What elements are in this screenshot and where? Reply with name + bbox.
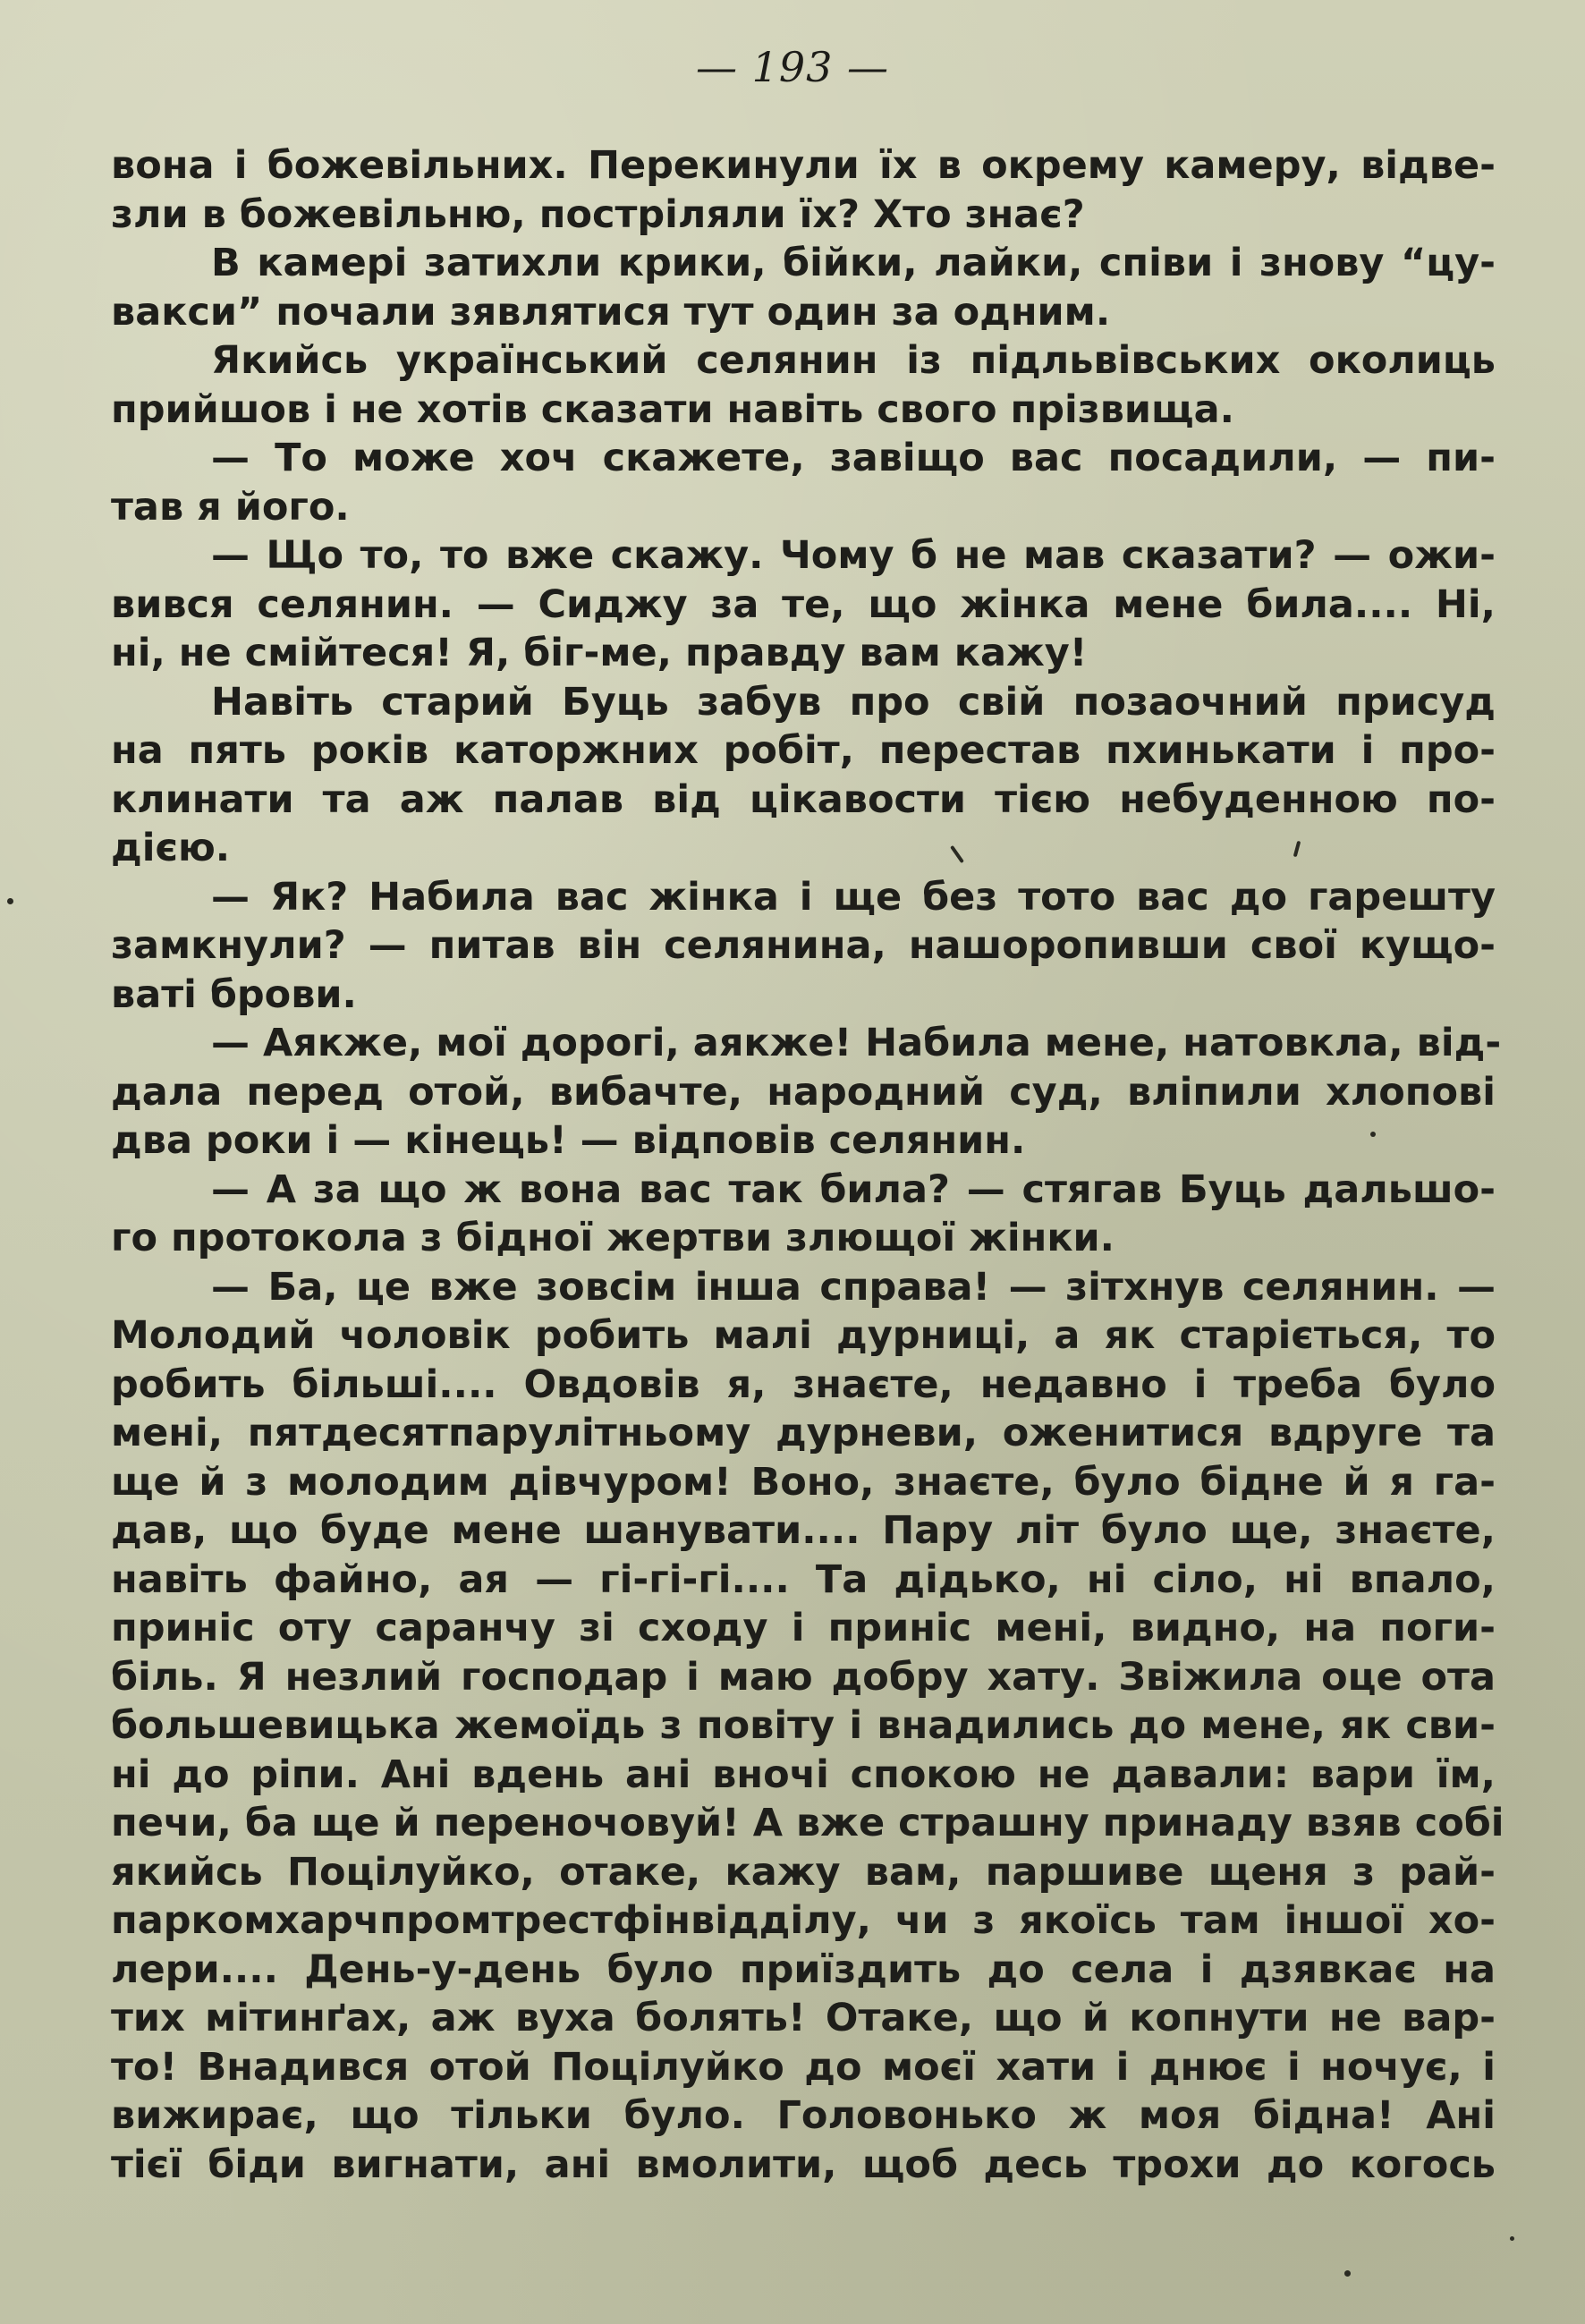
text-line: — Аякже, мої дорогі, аякже! Набила мене, натовкла, від- — [211, 1021, 1502, 1065]
text-line: лери.... День-у-день було приїздить до села і дзявкає на — [111, 1947, 1496, 1992]
text-line: Молодий чоловік робить малі дурниці, а як старіється, то — [111, 1313, 1496, 1358]
text-line: то! Внадився отой Поцілуйко до моєї хати і днює і ночує, і — [111, 2044, 1496, 2090]
page-text — [111, 141, 1504, 2189]
text-line: тих мітинґах, аж вуха болять! Отаке, що й копнути не вар- — [111, 1996, 1496, 2040]
text-line: зли в божевільню, постріляли їх? Хто знає? — [111, 191, 1085, 237]
paper-speck — [7, 898, 13, 904]
text-line: дала перед отой, вибачте, народний суд, вліпили хлопові — [111, 1069, 1496, 1115]
text-line: — Як? Набила вас жінка і ще без тото вас до гарешту — [211, 874, 1496, 920]
text-line: вакси” почали зявлятися тут один за одним. — [111, 289, 1111, 335]
text-line: вився селянин. — Сиджу за те, що жінка мене била.... Ні, — [111, 581, 1496, 627]
text-line: замкнули? — питав він селянина, нашоропивши свої кущо- — [111, 923, 1496, 968]
text-line: — А за що ж вона вас так била? — стягав Буць дальшо- — [211, 1166, 1496, 1212]
text-line: приніс оту саранчу зі сходу і приніс мені, видно, на поги- — [111, 1606, 1496, 1650]
text-line: — Що то, то вже скажу. Чому б не мав сказати? — ожи- — [211, 533, 1496, 578]
page-number: — 193 — — [695, 43, 890, 91]
text-line: большевицька жемоїдь з повіту і внадились до мене, як сви- — [111, 1703, 1496, 1748]
text-line: мені, пятдесятпарулітньому дурневи, оженитися вдруге та — [111, 1411, 1496, 1455]
text-line: на пять років каторжних робіт, перестав пхинькати і про- — [111, 728, 1496, 773]
text-line: прийшов і не хотів сказати навіть свого прізвища. — [111, 386, 1234, 432]
text-line: Якийсь український селянин із підльвівських околиць — [211, 338, 1496, 383]
text-line: тієї біди вигнати, ані вмолити, щоб десь трохи до когось — [111, 2142, 1496, 2187]
text-line: вижирає, що тільки було. Головонько ж моя бідна! Ані — [111, 2093, 1496, 2138]
text-line: навіть файно, ая — гі-гі-гі.... Та дідько, ні сіло, ні впало, — [111, 1556, 1496, 1602]
text-line: два роки і — кінець! — відповів селянин. — [111, 1118, 1026, 1163]
text-line: клинати та аж палав від цікавости тією небуденною по- — [111, 776, 1496, 822]
text-line: дією. — [111, 826, 231, 870]
text-line: — Ба, це вже зовсім інша справа! — зітхнув селянин. — — [211, 1264, 1496, 1310]
text-line: ваті брови. — [111, 971, 357, 1017]
text-line: паркомхарчпромтрестфінвідділу, чи з якоїсь там іншої хо- — [111, 1898, 1496, 1943]
paper-speck — [1510, 2236, 1514, 2241]
text-line: ще й з молодим дівчуром! Воно, знаєте, було бідне й я га- — [111, 1459, 1496, 1505]
text-line: В камері затихли крики, бійки, лайки, співи і знову “цу- — [211, 241, 1496, 285]
text-line: якийсь Поцілуйко, отаке, кажу вам, паршиве щеня з рай- — [111, 1849, 1496, 1895]
text-line: Навіть старий Буць забув про свій позаочний присуд — [211, 679, 1496, 725]
text-line: вона і божевільних. Перекинули їх в окрему камеру, відве- — [111, 143, 1496, 188]
text-line: — То може хоч скажете, завіщо вас посадили, — пи- — [211, 436, 1496, 480]
text-line: дав, що буде мене шанувати.... Пару літ було ще, знаєте, — [111, 1508, 1496, 1553]
text-line: го протокола з бідної жертви злющої жінки. — [111, 1216, 1115, 1260]
text-line: печи, ба ще й переночовуй! А вже страшну принаду взяв собі — [111, 1801, 1504, 1845]
paper-speck — [1370, 1132, 1376, 1137]
text-line: робить більші.... Овдовів я, знаєте, недавно і треба було — [111, 1361, 1496, 1407]
text-line: ні, не смійтеся! Я, біг-ме, правду вам кажу! — [111, 631, 1088, 675]
text-line: біль. Я незлий господар і маю добру хату. Звіжила оце ота — [111, 1654, 1496, 1700]
paper-speck — [1344, 2270, 1351, 2277]
text-line: тав я його. — [111, 484, 350, 530]
text-line: ні до ріпи. Ані вдень ані вночі спокою не давали: вари їм, — [111, 1751, 1496, 1797]
